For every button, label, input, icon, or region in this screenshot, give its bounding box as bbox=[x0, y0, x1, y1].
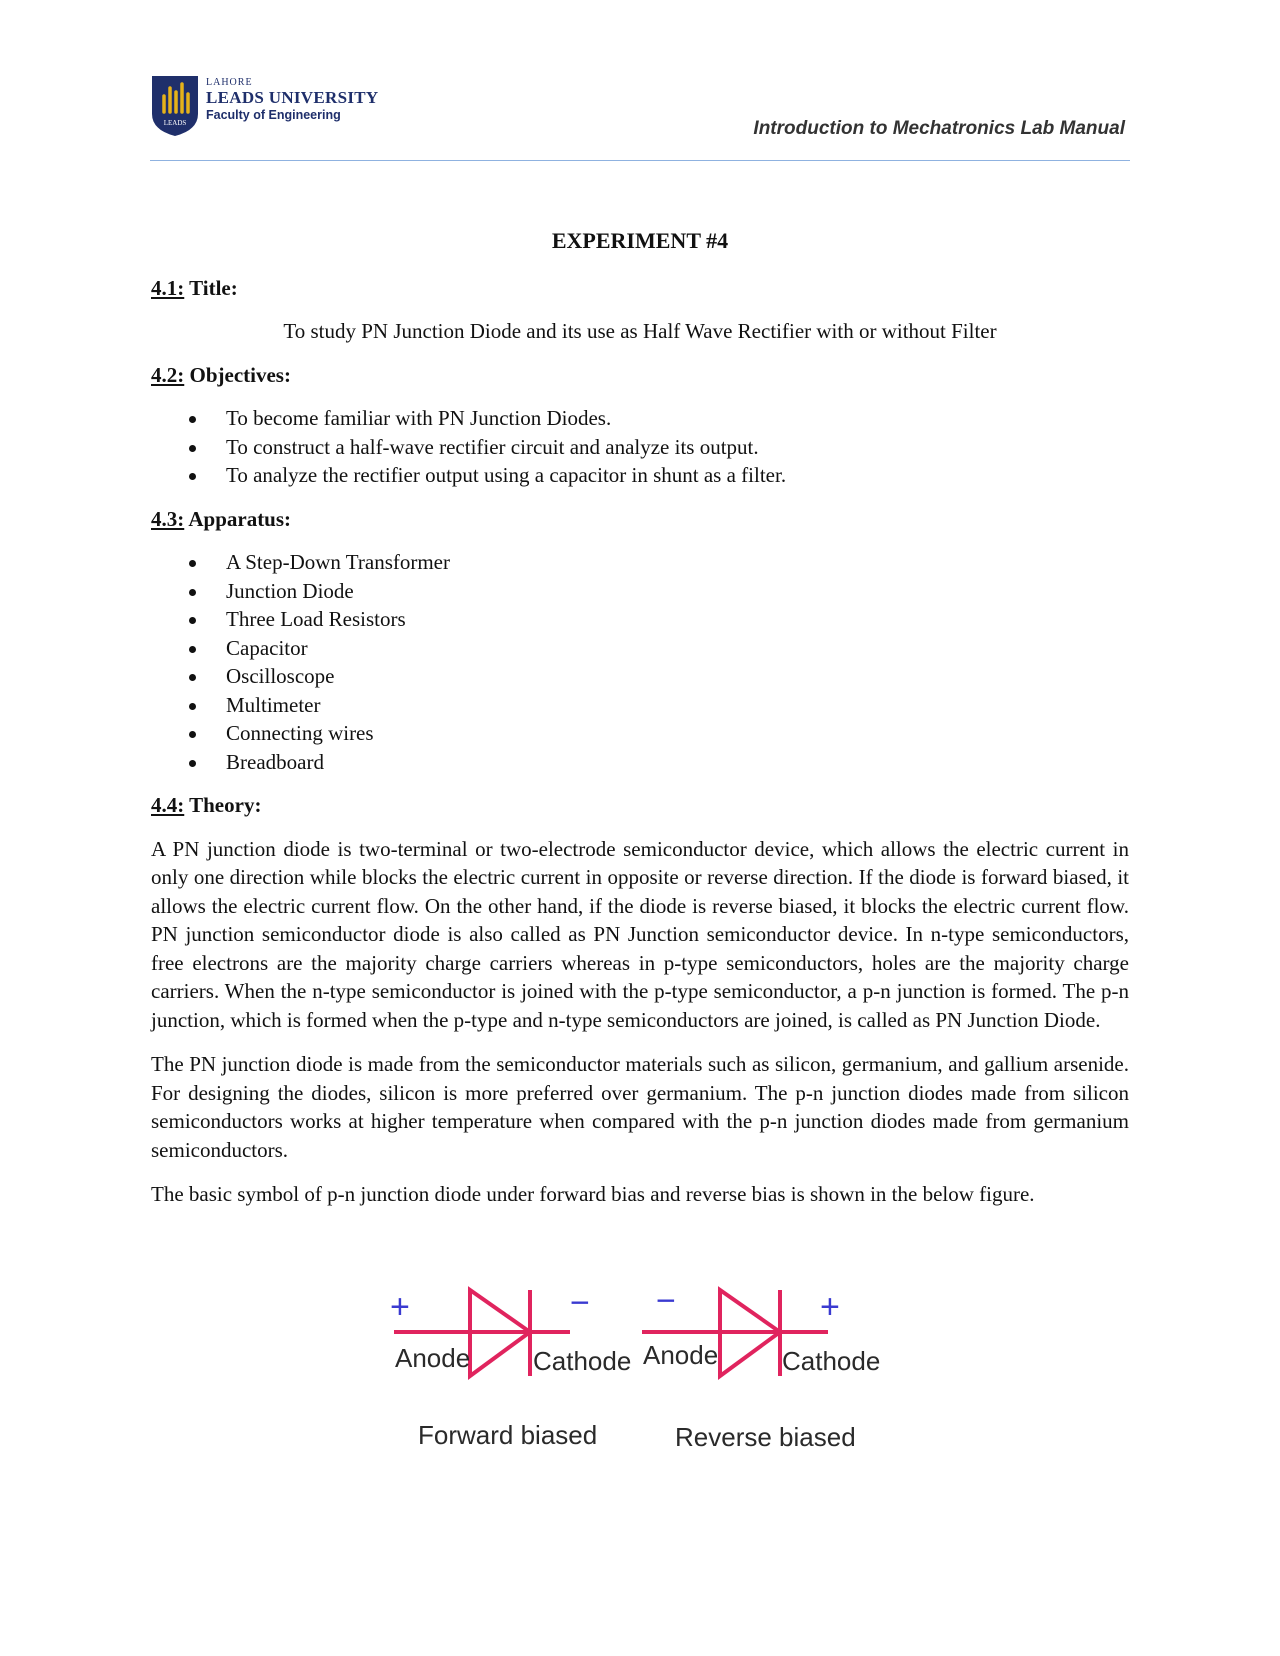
diode-symbols-svg bbox=[380, 1280, 900, 1470]
list-item: To construct a half-wave rectifier circuit and analyze its output. bbox=[151, 433, 1129, 462]
section-label: Title: bbox=[189, 275, 238, 300]
logo-city: LAHORE bbox=[206, 77, 253, 88]
section-number: 4.1: bbox=[151, 275, 185, 300]
reverse-caption: Reverse biased bbox=[675, 1422, 856, 1452]
experiment-title: EXPERIMENT #4 bbox=[551, 228, 729, 253]
forward-cathode-label: Cathode bbox=[533, 1346, 632, 1376]
logo-text bbox=[206, 74, 378, 122]
forward-left-sign: + bbox=[390, 1288, 410, 1326]
section-number: 4.3: bbox=[151, 506, 185, 531]
experiment-title-text: To study PN Junction Diode and its use as Half Wave Rectifier with or without Filter bbox=[283, 319, 997, 343]
diode-bias-figure bbox=[380, 1280, 900, 1470]
list-item: A Step-Down Transformer bbox=[151, 548, 1129, 577]
university-logo bbox=[150, 74, 378, 138]
list-item: Junction Diode bbox=[151, 577, 1129, 606]
reverse-diode-symbol bbox=[642, 1282, 880, 1452]
theory-paragraph: The PN junction diode is made from the semiconductor materials such as silicon, germanium, and gallium arsenide. For designing the diodes, silicon is more preferred over germanium. The p-n junction diodes made from silicon semiconductors works at higher temperature when compared with the p-n junction diodes made from germanium semiconductors. bbox=[151, 1052, 1129, 1162]
theory-paragraph: A PN junction diode is two-terminal or two-electrode semiconductor device, which allows the electric current in only one direction while blocks the electric current in opposite or reverse direction. If the diode is forward biased, it allows the electric current flow. On the other hand, if the diode is reverse biased, it blocks the electric current flow. PN junction semiconductor diode is also called as PN Junction semiconductor device. In n-type semiconductors, free electrons are the majority charge carriers whereas in p-type semiconductors, holes are the majority charge carriers. When the n-type semiconductor is joined with the p-type semiconductor, a p-n junction is formed. The p-n junction, which is formed when the p-type and n-type semiconductors are joined, is called as PN Junction Diode. bbox=[151, 836, 1129, 1032]
reverse-anode-label: Anode bbox=[643, 1340, 719, 1370]
section-heading-apparatus bbox=[151, 505, 1129, 534]
reverse-right-sign: + bbox=[820, 1288, 840, 1326]
section-heading-title bbox=[151, 274, 1129, 303]
forward-caption: Forward biased bbox=[418, 1420, 598, 1450]
logo-faculty: Faculty of Engineering bbox=[206, 108, 341, 122]
section-label: Apparatus: bbox=[188, 506, 292, 531]
list-item: Multimeter bbox=[151, 691, 1129, 720]
list-item: Breadboard bbox=[151, 748, 1129, 777]
reverse-cathode-label: Cathode bbox=[782, 1346, 881, 1376]
section-label: Objectives: bbox=[189, 362, 291, 387]
section-label: Theory: bbox=[189, 793, 262, 817]
apparatus-list bbox=[151, 548, 1129, 776]
section-heading-theory bbox=[151, 791, 1129, 820]
list-item: To become familiar with PN Junction Diodes. bbox=[151, 404, 1129, 433]
manual-title: Introduction to Mechatronics Lab Manual bbox=[753, 118, 1125, 139]
list-item: Oscilloscope bbox=[151, 662, 1129, 691]
list-item: Connecting wires bbox=[151, 719, 1129, 748]
document-body bbox=[151, 227, 1129, 1225]
svg-text:LEADS: LEADS bbox=[163, 119, 187, 127]
header-divider bbox=[150, 160, 1130, 161]
objectives-list bbox=[151, 404, 1129, 490]
logo-name: LEADS UNIVERSITY bbox=[206, 88, 379, 107]
forward-right-sign: − bbox=[570, 1284, 590, 1322]
section-number: 4.2: bbox=[151, 362, 185, 387]
shield-icon bbox=[150, 74, 200, 138]
list-item: To analyze the rectifier output using a capacitor in shunt as a filter. bbox=[151, 461, 1129, 490]
list-item: Capacitor bbox=[151, 634, 1129, 663]
section-number: 4.4: bbox=[151, 793, 185, 817]
forward-diode-symbol bbox=[390, 1284, 631, 1450]
theory-paragraph: The basic symbol of p-n junction diode under forward bias and reverse bias is shown in the below figure. bbox=[151, 1182, 1035, 1206]
section-heading-objectives bbox=[151, 361, 1129, 390]
forward-anode-label: Anode bbox=[395, 1343, 471, 1373]
list-item: Three Load Resistors bbox=[151, 605, 1129, 634]
reverse-left-sign: − bbox=[656, 1282, 676, 1320]
